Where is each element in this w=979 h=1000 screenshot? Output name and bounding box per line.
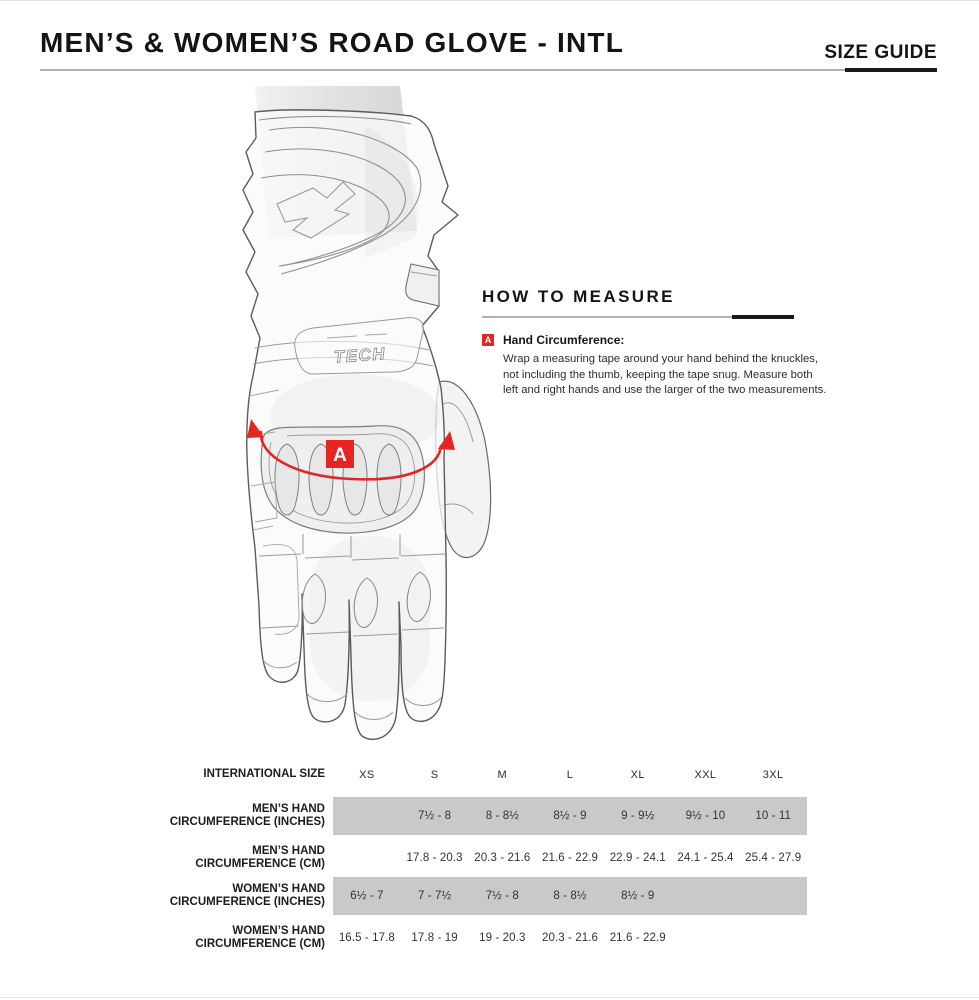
size-value: 10 - 11	[755, 810, 791, 822]
size-value: 20.3 - 21.6	[474, 852, 531, 864]
size-value: 21.6 - 22.9	[541, 852, 599, 864]
size-table-row	[0, 839, 979, 877]
header-divider-accent	[845, 68, 937, 72]
size-value: 24.1 - 25.4	[677, 852, 734, 864]
size-row-values	[333, 919, 807, 957]
size-value: 17.8 - 20.3	[406, 852, 463, 864]
size-column-header: S	[430, 769, 439, 781]
size-table-header-row	[0, 764, 979, 786]
size-table-row	[0, 919, 979, 957]
size-column-header: 3XL	[762, 769, 784, 781]
size-column-header: L	[566, 769, 574, 781]
size-row-label: WOMEN’S HAND CIRCUMFERENCE (CM)	[195, 924, 325, 950]
how-to-measure-divider-accent	[732, 315, 794, 319]
size-column-header: XS	[359, 769, 375, 781]
marker-a-badge: A	[482, 334, 494, 346]
size-table-row	[0, 797, 979, 835]
size-value: 7 - 7½	[417, 890, 452, 902]
glove-drawing	[215, 86, 505, 758]
size-row-values	[333, 797, 807, 835]
size-guide-label: SIZE GUIDE	[824, 42, 937, 63]
size-value: 20.3 - 21.6	[541, 932, 599, 944]
how-to-measure-heading: HOW TO MEASURE	[482, 287, 675, 306]
size-value: 22.9 - 24.1	[609, 852, 666, 864]
size-value: 9 - 9½	[621, 810, 655, 822]
measure-body-line: not including the thumb, keeping the tape snug. Measure both	[503, 368, 813, 381]
measurement-marker-a: A	[333, 445, 347, 466]
measure-item-body	[503, 352, 826, 399]
size-value: 21.6 - 22.9	[609, 932, 666, 944]
size-table-header-label: INTERNATIONAL SIZE	[203, 768, 325, 781]
how-to-measure-divider	[482, 316, 794, 318]
measure-body-line: Wrap a measuring tape around your hand behind the knuckles,	[503, 353, 819, 365]
glove-illustration	[215, 86, 505, 758]
size-column-header: XL	[630, 769, 645, 781]
size-row-values	[333, 839, 807, 877]
size-row-label: WOMEN’S HAND CIRCUMFERENCE (INCHES)	[169, 882, 325, 908]
page-title: MEN’S & WOMEN’S ROAD GLOVE - INTL	[40, 27, 625, 58]
size-value: 17.8 - 19	[411, 932, 458, 944]
size-table	[0, 764, 979, 957]
size-column-header: M	[497, 769, 508, 781]
patch-tech-text: TECH	[333, 344, 387, 367]
size-value: 8 - 8½	[553, 890, 587, 902]
size-table-row	[0, 877, 979, 915]
size-value: 9½ - 10	[685, 810, 726, 822]
size-row-label: MEN’S HAND CIRCUMFERENCE (CM)	[195, 844, 325, 870]
size-value: 8½ - 9	[553, 810, 587, 822]
measure-body-line: left and right hands and use the larger of the two measurements.	[503, 384, 827, 397]
size-row-values	[333, 764, 807, 786]
size-value: 25.4 - 27.9	[745, 852, 802, 864]
how-to-measure-section	[482, 287, 827, 399]
size-value: 8½ - 9	[621, 890, 655, 902]
size-row-values	[333, 877, 807, 915]
header-divider	[40, 69, 937, 71]
measure-item-title: Hand Circumference:	[503, 333, 625, 347]
size-value: 7½ - 8	[417, 810, 452, 822]
size-value: 16.5 - 17.8	[338, 932, 395, 944]
size-column-header: XXL	[694, 769, 717, 781]
size-row-label: MEN’S HAND CIRCUMFERENCE (INCHES)	[169, 802, 325, 828]
measure-text	[503, 333, 826, 399]
size-value: 19 - 20.3	[479, 932, 526, 944]
measure-item-hand-circumference	[482, 333, 827, 399]
size-value: 6½ - 7	[350, 890, 384, 902]
size-value: 7½ - 8	[485, 890, 519, 902]
size-value: 8 - 8½	[485, 810, 519, 822]
